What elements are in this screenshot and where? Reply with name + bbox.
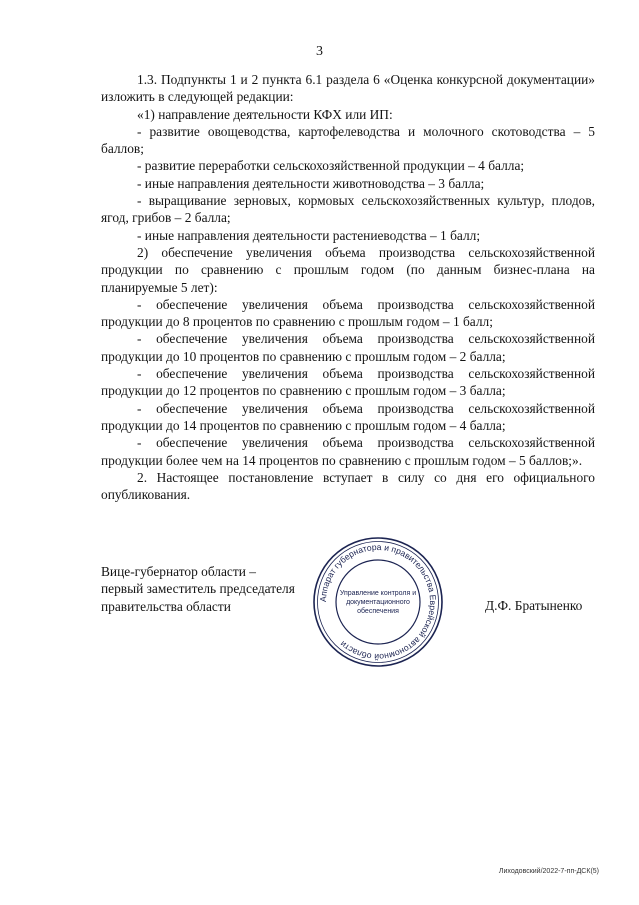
paragraph: - обеспечение увеличения объема производства сельскохозяйственной продукции до 12 процентов по сравнению с прошлым годом – 3 балла; (101, 366, 595, 399)
stamp-ring-text: Аппарат губернатора и правительства Еврейской автономной области (317, 541, 439, 663)
svg-text:Управление контроля и: Управление контроля и (339, 590, 417, 597)
paragraph: «1) направление деятельности КФХ или ИП: (137, 106, 393, 122)
paragraph: - развитие овощеводства, картофелеводства и молочного скотоводства – 5 баллов; (101, 123, 595, 157)
paragraph: - обеспечение увеличения объема производства сельскохозяйственной продукции до 10 процентов по сравнению с прошлым годом – 2 балла; (101, 331, 595, 364)
paragraph: 2) обеспечение увеличения объема производства сельскохозяйственной продукции по сравнению с прошлым годом (по данным бизнес-плана на планируемые 5 лет): (101, 244, 595, 295)
signatory-name: Д.Ф. Братыненко (485, 598, 583, 613)
signature-position (101, 563, 295, 615)
paragraph: - иные направления деятельности животноводства – 3 балла; (137, 175, 485, 191)
official-stamp (311, 535, 445, 669)
paragraph: 1.3. Подпункты 1 и 2 пункта 6.1 раздела 6 «Оценка конкурсной документации» изложить в следующей редакции: (101, 72, 595, 105)
signature-position-line: правительства области (101, 598, 231, 614)
paragraph: - обеспечение увеличения объема производства сельскохозяйственной продукции более чем на 14 процентов по сравнению с прошлым годом – 5 баллов;». (101, 435, 595, 468)
signature-position-line: первый заместитель председателя (101, 581, 295, 597)
paragraph: - обеспечение увеличения объема производства сельскохозяйственной продукции до 8 процентов по сравнению с прошлым годом – 1 балл; (101, 296, 595, 330)
signature-position-line: Вице-губернатор области – (101, 564, 256, 579)
paragraph: - развитие переработки сельскохозяйственной продукции – 4 балла; (137, 158, 525, 174)
paragraph: - иные направления деятельности растениеводства – 1 балл; (137, 227, 481, 243)
document-body (101, 71, 595, 503)
paragraph: - обеспечение увеличения объема производства сельскохозяйственной продукции до 14 процентов по сравнению с прошлым годом – 4 балла; (101, 400, 595, 433)
paragraph: 2. Настоящее постановление вступает в силу со дня его официального опубликования. (101, 469, 595, 503)
svg-text:обеспечения: обеспечения (357, 608, 399, 615)
paragraph: - выращивание зерновых, кормовых сельскохозяйственных культур, плодов, ягод, грибов – 2 балла; (101, 193, 595, 226)
page-number: 3 (316, 44, 323, 59)
document-code-footer: Лиходовский/2022-7-пп-ДСК(5) (498, 868, 599, 875)
svg-text:документационного: документационного (346, 599, 410, 606)
stamp-inner-text (340, 590, 416, 615)
